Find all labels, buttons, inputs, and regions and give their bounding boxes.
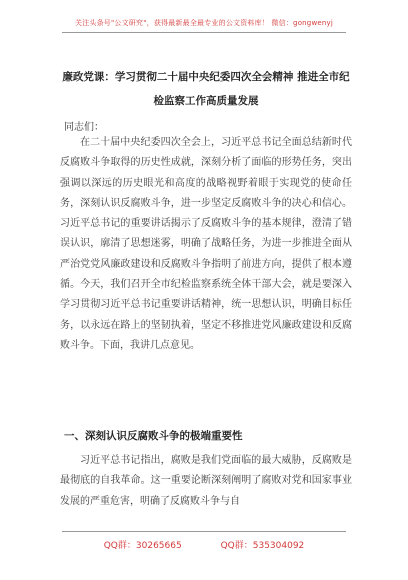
footer <box>0 538 408 551</box>
footer-qq-group-2: QQ群：535304092 <box>220 541 305 551</box>
body-paragraph: 习近平总书记指出，腐败是我们党面临的最大威胁，反腐败是最彻底的自我革命。这一重要论断深刻阐明了腐败对党和国家事业发展的严重危害，明确了反腐败斗争与自 <box>60 455 352 507</box>
header-banner: 关注头条号"公文研究"，获得最新最全最专业的公文资料库！ 微信：gongwenyj <box>74 19 334 27</box>
footer-qq-group-1: QQ群：30265665 <box>103 541 182 551</box>
document-title: 廉政党课：学习贯彻二十届中央纪委四次全会精神 推进全市纪检监察工作高质量发展 <box>62 71 350 107</box>
header-divider <box>62 32 346 33</box>
salutation: 同志们： <box>64 122 104 133</box>
footer-divider <box>62 531 346 532</box>
body-paragraph: 在二十届中央纪委四次全会上，习近平总书记全面总结新时代反腐败斗争取得的历史性成就，深刻分析了面临的形势任务，突出强调以深远的历史眼光和高度的战略视野着眼于实现党的使命任务，深刻认识反腐败斗争，进一步坚定反腐败斗争的决心和信心。习近平总书记的重要讲话揭示了反腐败斗争的基本规律，澄清了错误认识，廓清了思想迷雾，明确了战略任务，为进一步推进全面从严治党党风廉政建设和反腐败斗争指明了前进方向，提供了根本遵循。今天，我们召开全市纪检监察系统全体干部大会，就是要深入学习贯彻习近平总书记重要讲话精神，统一思想认识，明确目标任务，以永远在路上的坚韧执着，坚定不移推进党风廉政建设和反腐败斗争。下面，我讲几点意见。 <box>60 137 352 351</box>
section-heading: 一、深刻认识反腐败斗争的极端重要性 <box>64 430 243 442</box>
